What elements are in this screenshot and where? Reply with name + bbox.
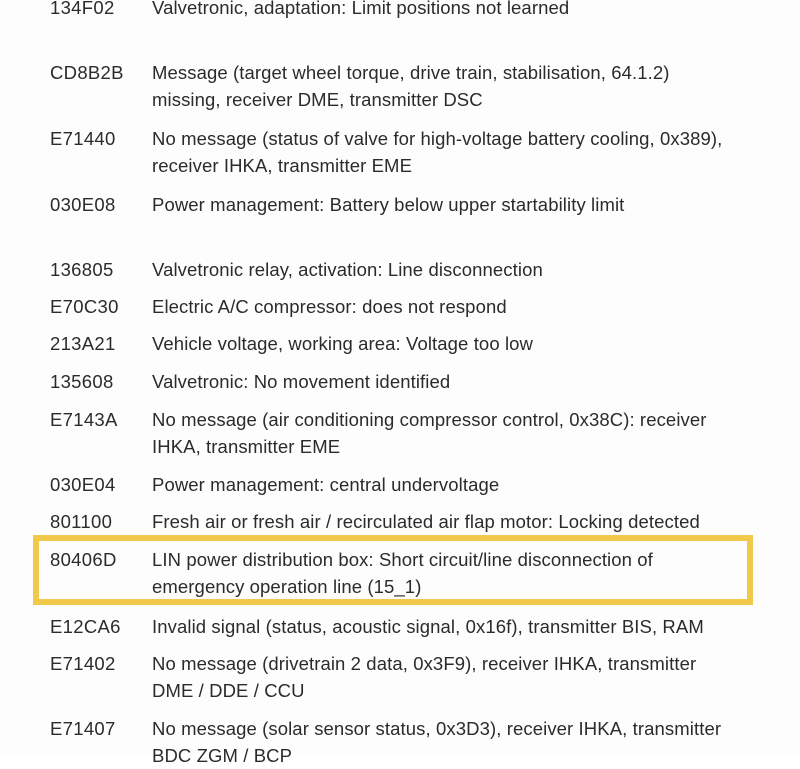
fault-code: E71402 bbox=[50, 653, 116, 674]
fault-code: 030E08 bbox=[50, 194, 116, 215]
fault-description-line: Fresh air or fresh air / recirculated air flap motor: Locking detected bbox=[152, 511, 700, 532]
fault-code: CD8B2B bbox=[50, 62, 124, 83]
fault-description-line: Valvetronic, adaptation: Limit positions not learned bbox=[152, 0, 570, 18]
fault-description-line: receiver IHKA, transmitter EME bbox=[152, 155, 413, 176]
fault-code: 135608 bbox=[50, 371, 114, 392]
fault-code: E7143A bbox=[50, 409, 118, 430]
fault-description-line: missing, receiver DME, transmitter DSC bbox=[152, 89, 483, 110]
fault-description-line: Electric A/C compressor: does not respond bbox=[152, 296, 507, 317]
fault-description-line: Message (target wheel torque, drive train, stabilisation, 64.1.2) bbox=[152, 62, 670, 83]
fault-description-line: IHKA, transmitter EME bbox=[152, 436, 341, 457]
fault-description-line: LIN power distribution box: Short circuit/line disconnection of bbox=[152, 549, 653, 570]
fault-description bbox=[152, 330, 782, 357]
fault-description-line: Power management: central undervoltage bbox=[152, 474, 500, 495]
fault-description-line: Power management: Battery below upper startability limit bbox=[152, 194, 625, 215]
fault-code: E12CA6 bbox=[50, 616, 121, 637]
fault-description bbox=[152, 546, 782, 600]
fault-description bbox=[152, 191, 782, 218]
fault-code: 801100 bbox=[50, 511, 113, 532]
fault-code: 80406D bbox=[50, 549, 117, 570]
fault-description-line: No message (air conditioning compressor control, 0x38C): receiver bbox=[152, 409, 707, 430]
fault-description bbox=[152, 715, 782, 769]
fault-description-line: emergency operation line (15_1) bbox=[152, 576, 422, 597]
fault-description-line: No message (status of valve for high-voltage battery cooling, 0x389), bbox=[152, 128, 723, 149]
fault-description bbox=[152, 650, 782, 704]
fault-code: 030E04 bbox=[50, 474, 116, 495]
fault-description bbox=[152, 125, 782, 179]
fault-description bbox=[152, 471, 782, 498]
fault-description bbox=[152, 256, 782, 283]
fault-code: E71407 bbox=[50, 718, 116, 739]
fault-description-line: DME / DDE / CCU bbox=[152, 680, 305, 701]
fault-description bbox=[152, 613, 782, 640]
fault-description-line: BDC ZGM / BCP bbox=[152, 745, 293, 766]
fault-code: E70C30 bbox=[50, 296, 119, 317]
fault-description-line: Invalid signal (status, acoustic signal, 0x16f), transmitter BIS, RAM bbox=[152, 616, 704, 637]
fault-description-line: No message (drivetrain 2 data, 0x3F9), receiver IHKA, transmitter bbox=[152, 653, 697, 674]
fault-code: 136805 bbox=[50, 259, 114, 280]
fault-code: 134F02 bbox=[50, 0, 115, 18]
fault-description bbox=[152, 0, 782, 21]
fault-description bbox=[152, 508, 782, 535]
fault-code: 213A21 bbox=[50, 333, 116, 354]
fault-description bbox=[152, 59, 782, 113]
fault-description-line: Valvetronic: No movement identified bbox=[152, 371, 451, 392]
fault-description bbox=[152, 406, 782, 460]
fault-description-line: No message (solar sensor status, 0x3D3), receiver IHKA, transmitter bbox=[152, 718, 722, 739]
fault-code: E71440 bbox=[50, 128, 116, 149]
fault-description bbox=[152, 368, 782, 395]
fault-description-line: Valvetronic relay, activation: Line disconnection bbox=[152, 259, 543, 280]
fault-description-line: Vehicle voltage, working area: Voltage too low bbox=[152, 333, 534, 354]
fault-description bbox=[152, 293, 782, 320]
